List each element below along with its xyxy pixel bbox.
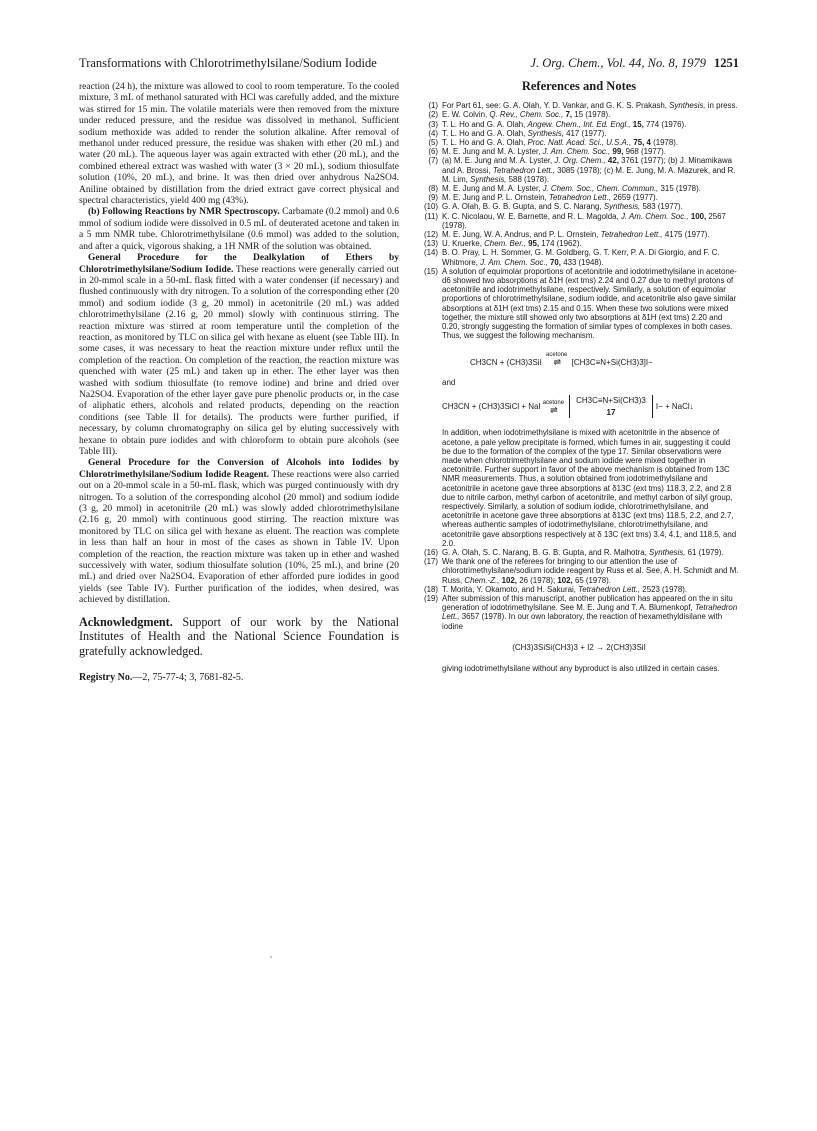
reference-15 (418, 267, 740, 341)
paragraph-ether-dealkylation (79, 253, 399, 458)
arrow-label: acetone (542, 399, 565, 406)
reference-text: We thank one of the referees for bringing to our attention the use of chlorotrimethylsilane/sodium iodide reagent by Russ et al. See, A. H. Schmidt and M. Russ, (442, 557, 739, 585)
reference-text: T. L. Ho and G. A. Olah, (442, 119, 528, 129)
equation-reactants: CH3CN + (CH3)3SiI (470, 358, 542, 368)
reference-number: (5) (428, 138, 438, 148)
reference-number: (19) (423, 593, 438, 603)
reference-18 (418, 585, 740, 594)
journal-name: Proc. Natl. Acad. Sci., U.S.A., (527, 138, 632, 148)
paragraph-heading: General Procedure for the Dealkylation of Ethers by Chlorotrimethylsilane/Sodium Iodide. (79, 253, 399, 275)
reference-text: 3761 (1977); (b) J. Minamikawa and A. Brossi, (442, 156, 733, 175)
reference-number: (9) (428, 193, 438, 203)
reference-text: 417 (1977). (563, 128, 607, 138)
reference-text: G. A. Olah, S. C. Narang, B. G. B. Gupta, and R. Malhotra, (442, 547, 650, 557)
journal-name: Angew. Chem., Int. Ed. Engl., (527, 119, 631, 129)
acknowledgment-body: Support of our work by the National Institutes of Health and the National Science Foundation is gratefully acknowledged. (79, 614, 399, 658)
reference-9 (418, 193, 740, 202)
reference-text: A solution of equimolar proportions of acetonitrile and iodotrimethylsilane in acetone-d6 showed two absorptions at δ1H (ext tms) 2.24 and 0.27 due to methyl protons of acetonitrile and iodotrimethylsilane, respectively. Similarly, a solution of equimolar proportions of chlorotrimethylsilane, sodium iodide, and acetonitrile also gave similar absorptions at δ1H (ext tms) 2.15 and 0.15. When these two solutions were mixed together, the mixture still showed only two absorptions at δ1H (ext tms) 2.20 and 0.20, strongly suggesting the formation of similar types of complexes in both cases. Thus, we suggest the following mechanism. (442, 266, 737, 341)
reference-text: M. E. Jung and P. L. Ornstein, (442, 193, 549, 203)
journal-name: J. Org. Chem., (554, 156, 606, 166)
reference-text: 61 (1979). (685, 547, 724, 557)
references-column (418, 79, 740, 673)
scan-speck (270, 956, 272, 958)
equilibrium-arrow (546, 352, 567, 366)
reference-1 (418, 101, 740, 110)
journal-name: Synthesis, (527, 128, 564, 138)
paragraph-body: These reactions were also carried out on a 20-mmol scale in a 50-mL flask, which was purged continuously with dry nitrogen. To a solution of the corresponding alcohol (20 mmol) and sodium iodide (3 g, 20 mmol) in acetonitrile (20 mL) was slowly added chlorotrimethylsilane (2.16 g, 20 mmol) with continuous good stirring. The reaction mixture was monitored by TLC on silica gel with hexane as eluent. The reaction was complete in less than half an hour in most of the cases as shown in Table IV. Upon completion of the reaction, the reaction mixture was taken up in ether and washed successively with water, sodium thiosulfate solution (10%, 25 mL), and brine (20 mL) and dried over Na2SO4. Evaporation of ether afforded pure iodides in good yields (see Table IV). Further purification of the iodides, when desired, was achieved by distillation. (79, 469, 399, 606)
registry-body: —2, 75-77-4; 3, 7681-82-5. (132, 672, 244, 684)
reference-7 (418, 156, 740, 184)
volume: 15, (630, 119, 644, 129)
equation-3: (CH3)3SiSi(CH3)3 + I2 → 2(CH3)3SiI (512, 642, 646, 652)
journal-name: J. Chem. Soc., Chem. Commun., (542, 184, 659, 194)
reference-text: 174 (1962). (539, 239, 582, 249)
reference-text: G. A. Olah, B. G. B. Gupta, and S. C. Narang, (442, 202, 604, 212)
journal-name: Tetrahedron Lett., (578, 584, 641, 594)
reference-6 (418, 147, 740, 156)
paragraph-nmr (79, 207, 399, 253)
paragraph-body: These reactions were generally carried out in 20-mmol scale in a 50-mL flask fitted with a water condenser (if necessary) and flushed continuously with dry nitrogen. To a solution of the corresponding ether (20 mmol) and sodium iodide (3 g, 20 mmol) in acetonitrile (20 mL) was added chlorotrimethylsilane (2.16 g, 20 mmol) slowly with continuous stirring. The reaction mixture was stirred at room temperature until the completion of the reaction, as monitored by TLC on silica gel with hexane as eluent (see Table III). In some cases, it was necessary to heat the reaction mixture under reflux until the completion of the reaction. On completion of the reaction, the reaction mixture was quenched with water (25 mL) and taken up in ether. The ether layer was then washed with sodium thiosulfate (to remove iodine) and brine and dried over Na2SO4. Evaporation of the ether layer gave pure phenolic products or, in the case of aliphatic ethers, alcohols and related products, depending on the reaction conditions (see Table II for details). The products were further purified, if necessary, by column chromatography on silica gel by eluting successively with hexane to obtain pure iodides and with chloroform to obtain pure alcohols (see Table III). (79, 264, 400, 457)
equation-2 (418, 395, 740, 418)
reference-text: 15 (1978). (572, 110, 611, 120)
journal-name: Tetrahedron Lett., (492, 165, 555, 175)
journal-name: Tetrahedron Lett., (600, 230, 663, 240)
reference-5 (418, 138, 740, 147)
reference-text: 3657 (1978). In our own laboratory, the reaction of hexamethyldisilane with iodine (442, 612, 723, 631)
journal-name: J. Am. Chem. Soc., (480, 257, 548, 267)
reference-number: (8) (428, 184, 438, 194)
reference-text: T. L. Ho and G. A. Olah, (442, 138, 528, 148)
volume: 102, (499, 575, 518, 585)
reference-number: (13) (423, 239, 438, 249)
reference-text: 583 (1977). (640, 202, 683, 212)
paragraph-alcohol-conversion (79, 458, 399, 606)
reference-number: (2) (428, 110, 438, 120)
reference-text: 2567 (1978). (442, 211, 726, 230)
journal-name: Q. Rev., Chem. Soc., (489, 110, 564, 120)
reference-16 (418, 548, 740, 557)
equation-connector: and (442, 377, 456, 387)
equation-product: [CH3C≡N+Si(CH3)3]I− (571, 358, 653, 368)
left-column (79, 82, 399, 684)
reference-text: 65 (1978). (572, 575, 611, 585)
reference-text: 2523 (1978). (640, 584, 688, 594)
reference-text: in press. (705, 101, 738, 111)
reference-text: M. E. Jung and M. A. Lyster, (442, 147, 543, 157)
journal-name: Chem. Ber., (484, 239, 526, 249)
reference-text: 2659 (1977). (610, 193, 658, 203)
reference-text: 433 (1948). (561, 257, 604, 267)
paragraph-heading: General Procedure for the Conversion of Alcohols into Iodides by Chlorotrimethylsilane/Sodium Iodide Reagent. (79, 458, 399, 480)
reference-14 (418, 248, 740, 266)
journal-name: J. Am. Chem. Soc., (542, 147, 611, 157)
references-title: References and Notes (521, 79, 637, 93)
reference-text: (1978). (650, 138, 679, 148)
reference-number: (10) (423, 202, 438, 212)
reference-text: 774 (1976). (643, 119, 687, 129)
equation-reactants: CH3CN + (CH3)3SiCl + NaI (442, 401, 541, 411)
equilibrium-arrow-icon: ⇌ (553, 357, 560, 368)
reference-text: 588 (1978). (506, 174, 550, 184)
reference-text: U. Kruerke, (442, 239, 485, 249)
journal-name: Tetrahedron Lett., (442, 603, 738, 622)
registry-numbers (79, 672, 399, 683)
reference-text: B. O. Pray, L. H. Sommer, G. M. Goldberg, G. T. Kerr, P. A. Di Giorgio, and F. C. Whitmore, (442, 248, 720, 267)
reference-number: (4) (428, 128, 438, 138)
reference-number: (18) (423, 584, 438, 594)
journal-name: Synthesis, (669, 101, 706, 111)
reference-text: T. Morita, Y. Okamoto, and H. Sakurai, (442, 584, 579, 594)
reference-2 (418, 110, 740, 119)
reference-17 (418, 557, 740, 585)
reference-text: E. W. Colvin, (442, 110, 490, 120)
acknowledgment-heading: Acknowledgment. (79, 614, 173, 629)
reference-19-continued: giving iodotrimethylsilane without any byproduct is also utilized in certain cases. (442, 663, 720, 673)
registry-heading: Registry No. (79, 672, 133, 684)
reference-text: 968 (1977). (623, 147, 666, 157)
journal-name: Synthesis, (649, 547, 686, 557)
reference-12 (418, 230, 740, 239)
equilibrium-arrow-icon: ⇌ (550, 404, 557, 415)
journal-name: Synthesis, (603, 202, 641, 212)
reference-3 (418, 120, 740, 129)
reference-number: (17) (423, 557, 438, 567)
reference-8 (418, 184, 740, 193)
paragraph-continued: reaction (24 h), the mixture was allowed to cool to room temperature. To the cooled mixture, 3 mL of methanol saturated with HCl was carefully added, and the mixture was stirred for 15 min. The volatile materials were then removed from the mixture under reduced pressure, and the residue was dissolved in methanol. Sufficient sodium methoxide was added to render the solution alkaline. After removal of methanol under reduced pressure, the residue was shaken with ether (20 mL) and water (20 mL). The aqueous layer was again extracted with ether (20 mL), and the combined ethereal extract was washed with water (3 × 20 mL), sodium thiosulfate solution (10%, 20 mL), and brine. It was then dried over anhydrous Na2SO4. Aniline obtained by distillation from the dried extract gave correct physical and spectral characteristics, yield 400 mg (43%). (79, 82, 399, 207)
paragraph-heading: (b) Following Reactions by NMR Spectroscopy. (88, 207, 280, 218)
page-number: 1251 (714, 56, 739, 70)
volume: 99, (610, 147, 624, 157)
journal-name: J. Org. Chem., Vol. 44, No. 8, 1979 (530, 56, 706, 70)
journal-citation (530, 56, 739, 71)
reference-text: 26 (1978); (517, 575, 556, 585)
reference-15-continued: In addition, when iodotrimethylsilane is mixed with acetonitrile in the absence of acetone, a pale yellow precipitate is formed, which fumes in air, suggesting it could be due to the formation of the complex of the type 17. Similar observations were made when chlorotrimethylsilane and sodium iodide were mixed together in acetonitrile. Further support in favor of the above mechanism is obtained from 13C NMR measurements. Thus, a solution obtained from iodotrimethylsilane and acetonitrile in acetone gave three absorptions at δ13C (ext tms) 118.3, 2.2, and 2.8 due to nitrile carbon, methyl carbon of acetonitrile, and methyl carbon of silyl group, respectively. Similarly, a solution of sodium iodide, chlorotrimethylsilane, and acetonitrile in acetone gave three absorptions at δ13C (ext tms) 118.5, 2.2, and 2.7, whereas authentic samples of iodotrimethylsilane, chlorotrimethylsilane, and acetonitrile gave absorptions respectively at δ 13C (ext tms) 3.4, 4.1, and 118.5, and 2.0. (442, 428, 737, 548)
reference-19 (418, 594, 740, 631)
reference-text: M. E. Jung and M. A. Lyster, (442, 184, 543, 194)
reference-text: For Part 61, see: G. A. Olah, Y. D. Vankar, and G. K. S. Prakash, (442, 101, 670, 111)
reference-text: 3085 (1978); (c) M. E. Jung, M. A. Mazurek, and R. M. Lim, (442, 165, 736, 184)
reference-number: (15) (423, 266, 438, 276)
reference-4 (418, 129, 740, 138)
reference-13 (418, 239, 740, 248)
reference-number: (6) (428, 147, 438, 157)
volume: 70, (547, 257, 561, 267)
journal-name: Tetrahedron Lett., (548, 193, 611, 203)
reference-10 (418, 202, 740, 211)
paragraph-body: Carbamate (0.2 mmol) and 0.6 mmol of sodium iodide were dissolved in 0.5 mL of deuterated acetone and taken in a 5 mm NMR tube. Chlorotrimethylsilane (0.6 mmol) was added to the solution, and after a quick, vigorous shaking, a 1H NMR of the solution was obtained. (79, 207, 400, 252)
volume: 95, (525, 239, 540, 249)
reference-text: (a) M. E. Jung and M. A. Lyster, (442, 156, 555, 166)
reference-text: After submission of this manuscript, another publication has appeared on the in situ generation of iodotrimethylsilane. See M. E. Jung and T. A. Blumenkopf, (442, 593, 733, 613)
complex-bracket (569, 395, 653, 418)
equation-product: I− + NaCl↓ (655, 401, 694, 411)
volume: 102, (555, 575, 573, 585)
volume: 100, (688, 211, 707, 221)
reference-text: K. C. Nicolaou, W. E. Barnette, and R. L. Magolda, (442, 211, 621, 221)
reference-number: (1) (428, 101, 438, 111)
reference-number: (7) (428, 156, 438, 166)
volume: 7, (563, 110, 573, 120)
reference-text: 315 (1978). (658, 184, 701, 194)
reference-number: (16) (423, 547, 438, 557)
compound-number: 17 (606, 408, 616, 418)
reference-text: T. L. Ho and G. A. Olah, (442, 128, 528, 138)
reference-number: (3) (428, 119, 438, 129)
reference-text: M. E. Jung, W. A. Andrus, and P. L. Ornstein, (442, 230, 601, 240)
reference-number: (12) (423, 230, 438, 240)
reference-11 (418, 212, 740, 230)
running-title: Transformations with Chlorotrimethylsilane/Sodium Iodide (79, 56, 377, 70)
journal-name: Chem.-Z., (464, 575, 500, 585)
complex-formula: CH3C≡N+Si(CH3)3 (576, 395, 646, 405)
reference-text: 4175 (1977). (662, 230, 710, 240)
volume: 42, (605, 156, 619, 166)
equation-1 (418, 352, 740, 367)
reference-number: (11) (424, 211, 438, 221)
acknowledgment (79, 615, 399, 659)
reference-number: (14) (423, 248, 438, 258)
arrow-label: acetone (546, 352, 568, 359)
journal-name: J. Am. Chem. Soc., (620, 211, 689, 221)
equilibrium-arrow (543, 400, 564, 414)
volume: 75, 4 (631, 138, 651, 148)
journal-name: Synthesis, (470, 174, 507, 184)
